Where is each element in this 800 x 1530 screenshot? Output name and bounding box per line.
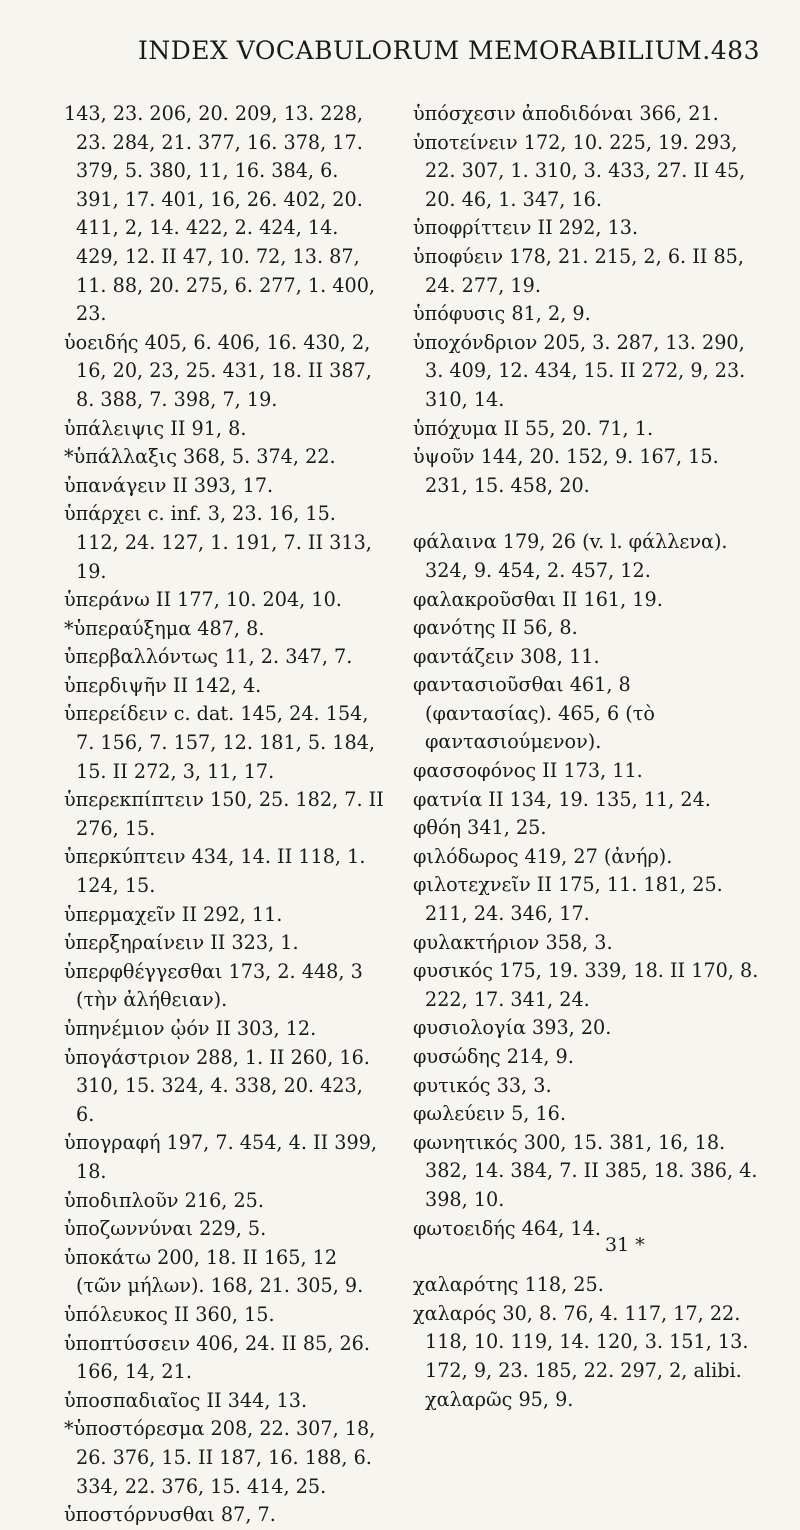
chi-entries — [413, 1271, 763, 1414]
index-entry: ὑποστόρνυσθαι 87, 7. — [64, 1503, 276, 1527]
index-entry: ὑπερφθέγγεσθαι 173, 2. 448, 3 (τὴν ἀλήθειαν). — [64, 959, 363, 1012]
index-entry: ὑπάλειψις II 91, 8. — [64, 416, 247, 440]
index-entry: ὑποσπαδιαῖος II 344, 13. — [64, 1388, 308, 1412]
index-entry: *ὑπάλλαξις 368, 5. 374, 22. — [64, 445, 336, 469]
index-entry: φυλακτήριον 358, 3. — [413, 930, 613, 954]
index-entry: φιλόδωρος 419, 27 (ἀνήρ). — [413, 844, 673, 868]
index-entry: ὑπεράνω II 177, 10. 204, 10. — [64, 588, 342, 612]
index-entry: φαντάζειν 308, 11. — [413, 644, 600, 668]
index-entry: χαλαρός 30, 8. 76, 4. 117, 17, 22. 118, 10. 119, 14. 120, 3. 151, 13. 172, 9, 23. 185, 22. 297, 2, alibi. χαλαρῶς 95, 9. — [413, 1301, 749, 1411]
index-entry: ὑποφύειν 178, 21. 215, 2, 6. II 85, 24. 277, 19. — [413, 244, 744, 297]
index-entry: ὑπόλευκος II 360, 15. — [64, 1302, 275, 1326]
left-column — [64, 100, 384, 1530]
upsilon-entries — [413, 100, 763, 500]
index-entry: ὑπερμαχεῖν II 292, 11. — [64, 902, 283, 926]
running-header — [60, 36, 760, 65]
index-entry: φωλεύειν 5, 16. — [413, 1102, 566, 1126]
index-entry: ὑποκάτω 200, 18. II 165, 12 (τῶν μήλων). 168, 21. 305, 9. — [64, 1245, 364, 1298]
index-entry: ὑποτείνειν 172, 10. 225, 19. 293, 22. 307, 1. 310, 3. 433, 27. II 45, 20. 46, 1. 347, 16. — [413, 130, 746, 211]
index-entry: φανότης II 56, 8. — [413, 616, 578, 640]
index-entry: φάλαινα 179, 26 (v. l. φάλλενα). 324, 9. 454, 2. 457, 12. — [413, 530, 728, 582]
index-entry: ὑπανάγειν II 393, 17. — [64, 473, 274, 497]
page-title: INDEX VOCABULORUM MEMORABILIUM. — [138, 36, 711, 65]
index-entry: ὑοειδής 405, 6. 406, 16. 430, 2, 16, 20, 23, 25. 431, 18. II 387, 8. 388, 7. 398, 7, 19. — [64, 330, 372, 411]
index-entry: *ὑποστόρεσμα 208, 22. 307, 18, 26. 376, 15. II 187, 16. 188, 6. 334, 22. 376, 15. 414, 25. — [64, 1417, 376, 1498]
section-gap — [413, 500, 763, 528]
index-entry: ὑποζωννύναι 229, 5. — [64, 1217, 267, 1241]
printer-signature: 31 * — [605, 1234, 645, 1256]
index-entry: ὑπογραφή 197, 7. 454, 4. II 399, 18. — [64, 1131, 377, 1183]
index-entry: ὑπερδιψῆν II 142, 4. — [64, 673, 262, 697]
index-entry: ὑπόχυμα II 55, 20. 71, 1. — [413, 416, 654, 440]
index-entry: φυσιολογία 393, 20. — [413, 1016, 612, 1040]
section-gap — [413, 1243, 763, 1271]
index-entry: φθόη 341, 25. — [413, 816, 547, 840]
index-entry: ὑψοῦν 144, 20. 152, 9. 167, 15. 231, 15. 458, 20. — [413, 445, 719, 497]
right-column — [413, 100, 763, 1414]
index-entry: φιλοτεχνεῖν II 175, 11. 181, 25. 211, 24. 346, 17. — [413, 873, 723, 926]
index-entry: φυσικός 175, 19. 339, 18. II 170, 8. 222, 17. 341, 24. — [413, 959, 759, 1011]
index-entry: ὑπάρχει c. inf. 3, 23. 16, 15. 112, 24. 127, 1. 191, 7. II 313, 19. — [64, 502, 372, 583]
index-entry: ὑποφρίττειν II 292, 13. — [413, 216, 639, 240]
index-entry: χαλαρότης 118, 25. — [413, 1273, 604, 1297]
index-entry: φαντασιοῦσθαι 461, 8 (φαντασίας). 465, 6 (τὸ φαντασιούμενον). — [413, 673, 655, 754]
index-entry: ὑπερείδειν c. dat. 145, 24. 154, 7. 156, 7. 157, 12. 181, 5. 184, 15. II 272, 3, 11, 17. — [64, 702, 376, 783]
index-entry: ὑπερκύπτειν 434, 14. II 118, 1. 124, 15. — [64, 845, 366, 898]
index-entry: ὑπόφυσις 81, 2, 9. — [413, 302, 591, 326]
index-entry: φωτοειδής 464, 14. — [413, 1216, 601, 1240]
index-entry: φυσώδης 214, 9. — [413, 1045, 574, 1068]
index-entry: 143, 23. 206, 20. 209, 13. 228, 23. 284, 21. 377, 16. 378, 17. 379, 5. 380, 11, 16. 384, 6. 391, 17. 401, 16, 26. 402, 20. 411, 2, 14. 422, 2. 424, 14. 429, 12. II 47, 10. 72, 13. 87, 11. 88, 20. 275, 6. 277, 1. 400, 23. — [64, 102, 376, 326]
index-entry: φυτικός 33, 3. — [413, 1073, 552, 1097]
index-entry: φασσοφόνος II 173, 11. — [413, 759, 643, 783]
page-number: 483 — [710, 36, 760, 65]
index-entry: ὑπερξηραίνειν II 323, 1. — [64, 931, 299, 955]
index-entry: ὑπερεκπίπτειν 150, 25. 182, 7. II 276, 15. — [64, 788, 384, 840]
index-entry: ὑποχόνδριον 205, 3. 287, 13. 290, 3. 409, 12. 434, 15. II 272, 9, 23. 310, 14. — [413, 330, 746, 411]
index-entry: φαλακροῦσθαι II 161, 19. — [413, 587, 663, 611]
index-entry: ὑπογάστριον 288, 1. II 260, 16. 310, 15. 324, 4. 338, 20. 423, 6. — [64, 1045, 370, 1126]
index-entry: ὑποπτύσσειν 406, 24. II 85, 26. 166, 14, 21. — [64, 1331, 370, 1384]
phi-entries — [413, 528, 763, 1243]
index-entry: ὑπερβαλλόντως 11, 2. 347, 7. — [64, 645, 353, 669]
index-entry: ὑποδιπλοῦν 216, 25. — [64, 1188, 264, 1212]
index-entry: *ὑπεραύξημα 487, 8. — [64, 616, 265, 640]
index-entry: ὑπηνέμιον ᾠόν II 303, 12. — [64, 1017, 317, 1040]
index-entry: φωνητικός 300, 15. 381, 16, 18. 382, 14. 384, 7. II 385, 18. 386, 4. 398, 10. — [413, 1130, 758, 1211]
index-entry: φατνία II 134, 19. 135, 11, 24. — [413, 787, 711, 811]
index-entry: ὑπόσχεσιν ἀποδιδόναι 366, 21. — [413, 102, 719, 125]
